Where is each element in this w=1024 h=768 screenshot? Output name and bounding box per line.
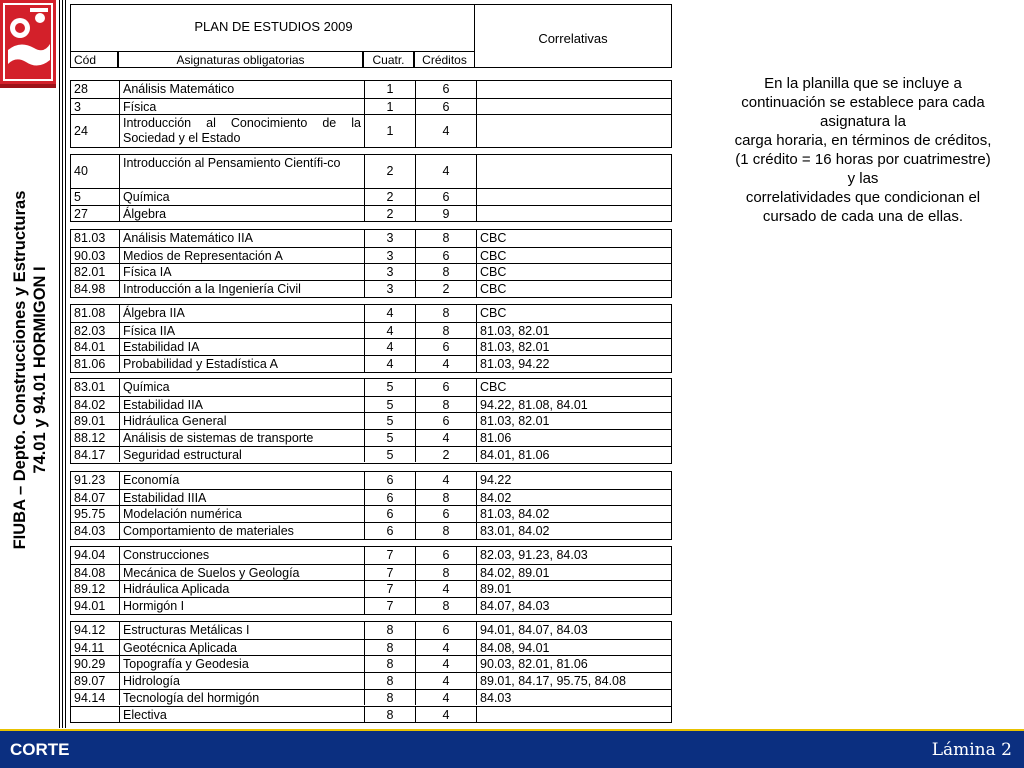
course-code: 90.29 — [74, 657, 106, 672]
course-prerequisites: 84.01, 81.06 — [476, 447, 671, 463]
course-term: 2 — [364, 155, 415, 188]
course-code: 84.98 — [74, 282, 106, 297]
course-prerequisites: CBC — [476, 248, 671, 264]
course-name: Estabilidad IA — [119, 339, 364, 355]
course-block — [70, 546, 672, 615]
course-term: 3 — [364, 248, 415, 264]
course-name: Construcciones — [119, 547, 364, 564]
note-line: cursado de cada una de ellas. — [762, 208, 964, 225]
course-term: 6 — [364, 523, 415, 539]
course-credits: 8 — [415, 397, 476, 413]
course-credits: 8 — [415, 565, 476, 581]
course-name: Topografía y Geodesia — [119, 656, 364, 672]
course-name: Estabilidad IIIA — [119, 490, 364, 506]
course-prerequisites — [476, 115, 671, 147]
course-term: 8 — [364, 656, 415, 672]
course-name: Medios de Representación A — [119, 248, 364, 264]
course-code: 95.75 — [74, 507, 106, 522]
course-row — [71, 505, 671, 522]
course-row — [71, 305, 671, 322]
course-term: 6 — [364, 506, 415, 522]
course-credits: 8 — [415, 598, 476, 614]
course-credits: 6 — [415, 248, 476, 264]
course-row — [71, 396, 671, 413]
course-term: 8 — [364, 690, 415, 706]
course-name: Química — [119, 379, 364, 396]
plan-title-box — [70, 4, 475, 52]
course-row — [71, 379, 671, 396]
course-term: 3 — [364, 230, 415, 247]
course-name: Electiva — [119, 707, 364, 723]
course-code: 3 — [74, 99, 81, 114]
course-term: 4 — [364, 339, 415, 355]
course-block — [70, 229, 672, 298]
column-header-term: Cuatr. — [363, 52, 414, 68]
course-row — [71, 689, 671, 706]
course-name: Hidráulica Aplicada — [119, 581, 364, 597]
note-line: (1 crédito = 16 horas por cuatrimestre) — [735, 151, 991, 168]
course-term: 5 — [364, 397, 415, 413]
course-term: 1 — [364, 115, 415, 147]
course-credits: 4 — [415, 356, 476, 372]
course-code: 84.07 — [74, 490, 106, 505]
course-credits: 6 — [415, 99, 476, 115]
course-code: 94.12 — [74, 623, 106, 637]
course-prerequisites — [476, 99, 671, 115]
side-title-line2: 74.01 y 94.01 HORMIGON I — [31, 266, 49, 474]
course-prerequisites: 94.22 — [476, 472, 671, 489]
course-row — [71, 263, 671, 280]
course-prerequisites: 81.03, 94.22 — [476, 356, 671, 372]
course-credits: 4 — [415, 707, 476, 723]
course-credits: 8 — [415, 323, 476, 339]
course-block — [70, 378, 672, 464]
course-term: 6 — [364, 472, 415, 489]
course-row — [71, 205, 671, 222]
slide-number: Lámina 2 — [931, 740, 1012, 760]
course-name: Hidrología — [119, 673, 364, 689]
course-prerequisites: 81.03, 82.01 — [476, 323, 671, 339]
course-term: 8 — [364, 640, 415, 656]
course-code: 28 — [74, 82, 88, 96]
course-term: 7 — [364, 547, 415, 564]
course-term: 8 — [364, 622, 415, 639]
course-prerequisites: 94.01, 84.07, 84.03 — [476, 622, 671, 639]
note-line: correlatividades que condicionan el — [745, 189, 981, 206]
footer-bar — [0, 729, 1024, 768]
course-code: 94.14 — [74, 690, 106, 705]
course-name: Física IA — [119, 264, 364, 280]
course-term: 3 — [364, 264, 415, 280]
course-name: Estabilidad IIA — [119, 397, 364, 413]
course-credits: 8 — [415, 230, 476, 247]
course-prerequisites — [476, 707, 671, 723]
course-prerequisites: CBC — [476, 379, 671, 396]
course-code: 84.02 — [74, 397, 106, 412]
course-name: Química — [119, 189, 364, 205]
course-term: 6 — [364, 490, 415, 506]
course-code: 94.01 — [74, 599, 106, 614]
course-name: Análisis Matemático — [119, 81, 364, 98]
course-prerequisites: CBC — [476, 230, 671, 247]
course-code: 82.03 — [74, 323, 106, 338]
note-line: y las — [847, 170, 879, 187]
course-credits: 4 — [415, 581, 476, 597]
course-row — [71, 472, 671, 489]
course-credits: 4 — [415, 690, 476, 706]
course-block — [70, 471, 672, 540]
course-name: Seguridad estructural — [119, 447, 364, 463]
course-name: Economía — [119, 472, 364, 489]
course-prerequisites — [476, 206, 671, 222]
footer-accent-line — [0, 729, 1024, 731]
course-term: 3 — [364, 281, 415, 297]
course-prerequisites: 81.06 — [476, 430, 671, 446]
course-name: Análisis Matemático IIA — [119, 230, 364, 247]
course-term: 1 — [364, 99, 415, 115]
column-header-code: Cód — [70, 52, 118, 68]
plan-title: PLAN DE ESTUDIOS 2009 — [194, 19, 353, 34]
course-code: 91.23 — [74, 473, 106, 487]
course-row — [71, 412, 671, 429]
course-name: Introducción a la Ingeniería Civil — [119, 281, 364, 297]
course-code: 82.01 — [74, 265, 106, 280]
course-prerequisites: 84.07, 84.03 — [476, 598, 671, 614]
course-row — [71, 355, 671, 372]
course-code: 89.12 — [74, 582, 106, 597]
note-line: En la planilla que se incluye a — [764, 75, 962, 92]
course-term: 4 — [364, 323, 415, 339]
course-row — [71, 155, 671, 188]
course-row — [71, 580, 671, 597]
course-code: 81.06 — [74, 357, 106, 372]
course-credits: 6 — [415, 81, 476, 98]
side-title — [10, 180, 50, 560]
course-row — [71, 230, 671, 247]
course-credits: 6 — [415, 413, 476, 429]
course-code: 89.07 — [74, 674, 106, 689]
course-credits: 6 — [415, 622, 476, 639]
course-term: 5 — [364, 447, 415, 463]
course-prerequisites: 90.03, 82.01, 81.06 — [476, 656, 671, 672]
course-code: 24 — [74, 124, 88, 139]
course-name: Mecánica de Suelos y Geología — [119, 565, 364, 581]
course-name: Hidráulica General — [119, 413, 364, 429]
course-row — [71, 706, 671, 723]
fiuba-logo — [0, 0, 56, 88]
course-row — [71, 98, 671, 115]
course-name: Estructuras Metálicas I — [119, 622, 364, 639]
course-row — [71, 564, 671, 581]
course-prerequisites: CBC — [476, 264, 671, 280]
course-code: 81.08 — [74, 306, 106, 320]
note-line: asignatura la — [820, 113, 906, 130]
course-row — [71, 622, 671, 639]
course-code — [71, 707, 119, 723]
course-code: 83.01 — [74, 380, 106, 394]
course-prerequisites — [476, 155, 671, 188]
course-code: 88.12 — [74, 431, 106, 446]
course-prerequisites: 94.22, 81.08, 84.01 — [476, 397, 671, 413]
course-credits: 8 — [415, 523, 476, 539]
course-credits: 6 — [415, 339, 476, 355]
course-term: 8 — [364, 707, 415, 723]
course-row — [71, 522, 671, 539]
course-name: Introducción al Pensamiento Científi-co — [119, 155, 364, 188]
course-name: Física — [119, 99, 364, 115]
course-code: 40 — [74, 164, 88, 178]
course-code: 89.01 — [74, 414, 106, 429]
course-block — [70, 154, 672, 222]
course-row — [71, 655, 671, 672]
course-term: 7 — [364, 598, 415, 614]
course-credits: 2 — [415, 447, 476, 463]
course-row — [71, 597, 671, 614]
course-name: Física IIA — [119, 323, 364, 339]
explanatory-note — [712, 74, 1014, 226]
course-row — [71, 547, 671, 564]
course-name: Modelación numérica — [119, 506, 364, 522]
course-row — [71, 338, 671, 355]
course-prerequisites: 84.02, 89.01 — [476, 565, 671, 581]
column-headers — [70, 52, 475, 68]
course-code: 84.17 — [74, 447, 106, 462]
course-credits: 6 — [415, 189, 476, 205]
course-name: Geotécnica Aplicada — [119, 640, 364, 656]
course-name: Tecnología del hormigón — [119, 690, 364, 706]
course-code: 5 — [74, 190, 81, 204]
note-line: carga horaria, en términos de créditos, — [734, 132, 992, 149]
course-code: 94.11 — [74, 640, 105, 655]
course-row — [71, 446, 671, 463]
course-prerequisites — [476, 189, 671, 205]
study-plan-table — [70, 4, 672, 722]
course-term: 4 — [364, 356, 415, 372]
course-code: 90.03 — [74, 248, 106, 263]
course-credits: 4 — [415, 155, 476, 188]
course-block — [70, 80, 672, 148]
course-credits: 2 — [415, 281, 476, 297]
course-row — [71, 672, 671, 689]
course-credits: 4 — [415, 673, 476, 689]
course-row — [71, 247, 671, 264]
course-prerequisites: 83.01, 84.02 — [476, 523, 671, 539]
course-prerequisites: 89.01 — [476, 581, 671, 597]
course-row — [71, 280, 671, 297]
course-credits: 6 — [415, 506, 476, 522]
course-credits: 4 — [415, 430, 476, 446]
course-name: Hormigón I — [119, 598, 364, 614]
course-term: 8 — [364, 673, 415, 689]
course-credits: 9 — [415, 206, 476, 222]
course-prerequisites: 82.03, 91.23, 84.03 — [476, 547, 671, 564]
column-header-credits: Créditos — [414, 52, 475, 68]
course-term: 5 — [364, 413, 415, 429]
course-prerequisites — [476, 81, 671, 98]
course-code: 27 — [74, 206, 88, 221]
divider-line — [65, 0, 66, 728]
course-name: Álgebra IIA — [119, 305, 364, 322]
course-credits: 4 — [415, 472, 476, 489]
course-prerequisites: 84.08, 94.01 — [476, 640, 671, 656]
course-credits: 4 — [415, 656, 476, 672]
course-credits: 8 — [415, 305, 476, 322]
course-prerequisites: 84.02 — [476, 490, 671, 506]
course-term: 1 — [364, 81, 415, 98]
note-line: continuación se establece para cada — [741, 94, 985, 111]
course-term: 4 — [364, 305, 415, 322]
correlativas-header: Correlativas — [475, 4, 672, 68]
course-term: 7 — [364, 581, 415, 597]
course-name: Probabilidad y Estadística A — [119, 356, 364, 372]
course-credits: 8 — [415, 490, 476, 506]
side-title-line1: FIUBA – Depto. Construcciones y Estructuras — [11, 190, 29, 550]
course-row — [71, 322, 671, 339]
course-term: 7 — [364, 565, 415, 581]
course-code: 84.01 — [74, 340, 106, 355]
course-name: Álgebra — [119, 206, 364, 222]
course-row — [71, 639, 671, 656]
course-block — [70, 304, 672, 373]
course-name: Análisis de sistemas de transporte — [119, 430, 364, 446]
course-name: Introducción al Conocimiento de la Sociedad y el Estado — [119, 115, 364, 147]
course-term: 5 — [364, 430, 415, 446]
course-prerequisites: 89.01, 84.17, 95.75, 84.08 — [476, 673, 671, 689]
course-row — [71, 429, 671, 446]
course-credits: 6 — [415, 547, 476, 564]
course-prerequisites: 84.03 — [476, 690, 671, 706]
divider-line — [59, 0, 60, 728]
course-prerequisites: 81.03, 84.02 — [476, 506, 671, 522]
course-prerequisites: CBC — [476, 305, 671, 322]
course-code: 84.08 — [74, 565, 106, 580]
course-block — [70, 621, 672, 723]
course-code: 94.04 — [74, 548, 106, 562]
course-credits: 6 — [415, 379, 476, 396]
course-row — [71, 188, 671, 205]
course-credits: 4 — [415, 115, 476, 147]
course-row — [71, 114, 671, 147]
course-code: 81.03 — [74, 231, 106, 245]
footer-label: CORTE — [10, 740, 70, 759]
course-prerequisites: 81.03, 82.01 — [476, 339, 671, 355]
divider-line — [62, 0, 63, 728]
column-header-subject: Asignaturas obligatorias — [118, 52, 363, 68]
course-term: 2 — [364, 206, 415, 222]
course-credits: 4 — [415, 640, 476, 656]
course-code: 84.03 — [74, 524, 106, 539]
course-prerequisites: 81.03, 82.01 — [476, 413, 671, 429]
course-credits: 8 — [415, 264, 476, 280]
course-term: 2 — [364, 189, 415, 205]
course-row — [71, 81, 671, 98]
course-row — [71, 489, 671, 506]
course-term: 5 — [364, 379, 415, 396]
course-name: Comportamiento de materiales — [119, 523, 364, 539]
course-prerequisites: CBC — [476, 281, 671, 297]
